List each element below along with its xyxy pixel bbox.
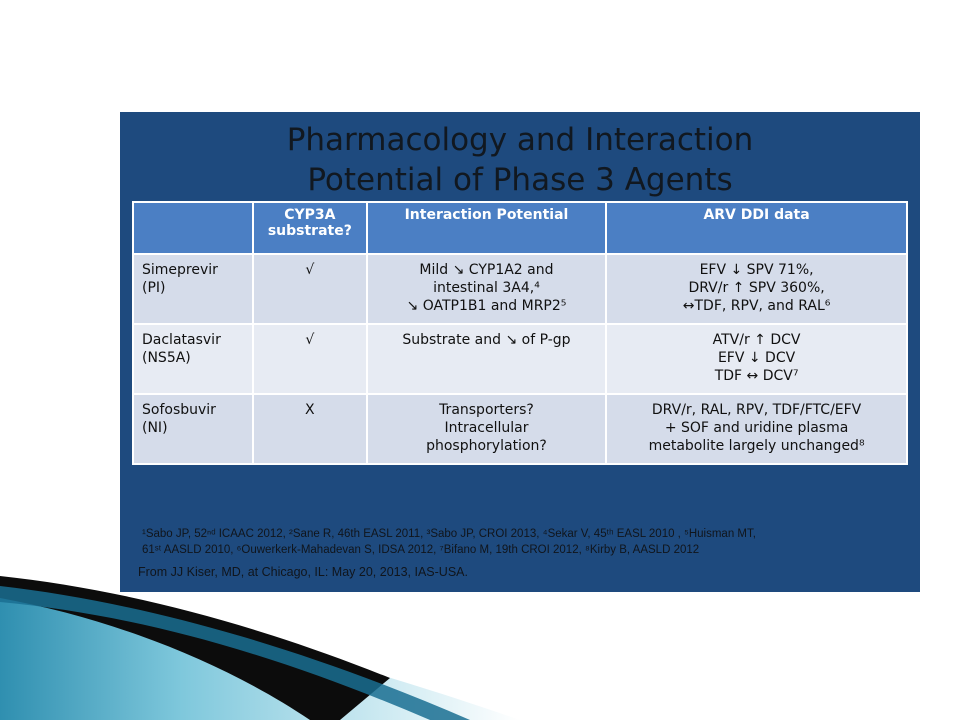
references-line: 61ˢᵗ AASLD 2010, ⁶Ouwerkerk-Mahadevan S, IDSA 2012, ⁷Bifano M, 19th CROI 2012, ⁸Kirby B, AASLD 2012 (142, 544, 700, 556)
arv-line: EFV ↓ SPV 71%, (699, 262, 814, 278)
arv-line: DRV/r, RAL, RPV, TDF/FTC/EFV (651, 402, 862, 418)
arv-cell (606, 324, 907, 394)
table-row (133, 324, 907, 394)
arv-line: + SOF and uridine plasma (664, 420, 849, 436)
table-row (133, 254, 907, 324)
interaction-cell (367, 394, 606, 464)
drug-cell: Daclatasvir (NS5A) (133, 324, 253, 394)
interaction-line: Substrate and ↘ of P-gp (402, 332, 571, 348)
header-arv: ARV DDI data (606, 202, 907, 254)
arv-cell (606, 254, 907, 324)
arv-line: DRV/r ↑ SPV 360%, (688, 280, 825, 296)
header-drug (133, 202, 253, 254)
interaction-line: Mild ↘ CYP1A2 and (419, 262, 554, 278)
arv-line: ↔TDF, RPV, and RAL⁶ (682, 298, 831, 314)
interaction-line: Intracellular (444, 420, 529, 436)
title-line-2: Potential of Phase 3 Agents (307, 162, 733, 198)
title-line-1: Pharmacology and Interaction (286, 122, 754, 158)
interaction-line: phosphorylation? (426, 438, 547, 454)
drug-cell: Simeprevir (PI) (133, 254, 253, 324)
interaction-line: Transporters? (439, 402, 534, 418)
arv-line: ATV/r ↑ DCV (712, 332, 801, 348)
table-header-row (133, 202, 907, 254)
decorative-swoosh (0, 550, 960, 720)
cyp3a-cell: √ (253, 254, 367, 324)
arv-line: EFV ↓ DCV (717, 350, 796, 366)
table-row (133, 394, 907, 464)
ddi-table (132, 201, 908, 465)
interaction-cell (367, 254, 606, 324)
interaction-line: intestinal 3A4,⁴ (433, 280, 540, 296)
slide-image (120, 112, 920, 592)
arv-line: metabolite largely unchanged⁸ (648, 438, 865, 454)
slide-title (120, 120, 920, 200)
cyp3a-cell: √ (253, 324, 367, 394)
header-cyp3a: CYP3A substrate? (253, 202, 367, 254)
header-interaction: Interaction Potential (367, 202, 606, 254)
references-line: ¹Sabo JP, 52ⁿᵈ ICAAC 2012, ²Sane R, 46th EASL 2011, ³Sabo JP, CROI 2013, ⁴Sekar V, 45ᵗʰ EASL 2010 , ⁵Huisman MT, (142, 528, 756, 540)
interaction-line: ↘ OATP1B1 and MRP2⁵ (406, 298, 567, 314)
arv-cell (606, 394, 907, 464)
drug-cell: Sofosbuvir (NI) (133, 394, 253, 464)
cyp3a-cell: X (253, 394, 367, 464)
source-citation: From JJ Kiser, MD, at Chicago, IL: May 20, 2013, IAS-USA. (138, 565, 468, 579)
arv-line: TDF ↔ DCV⁷ (714, 368, 799, 384)
interaction-cell (367, 324, 606, 394)
